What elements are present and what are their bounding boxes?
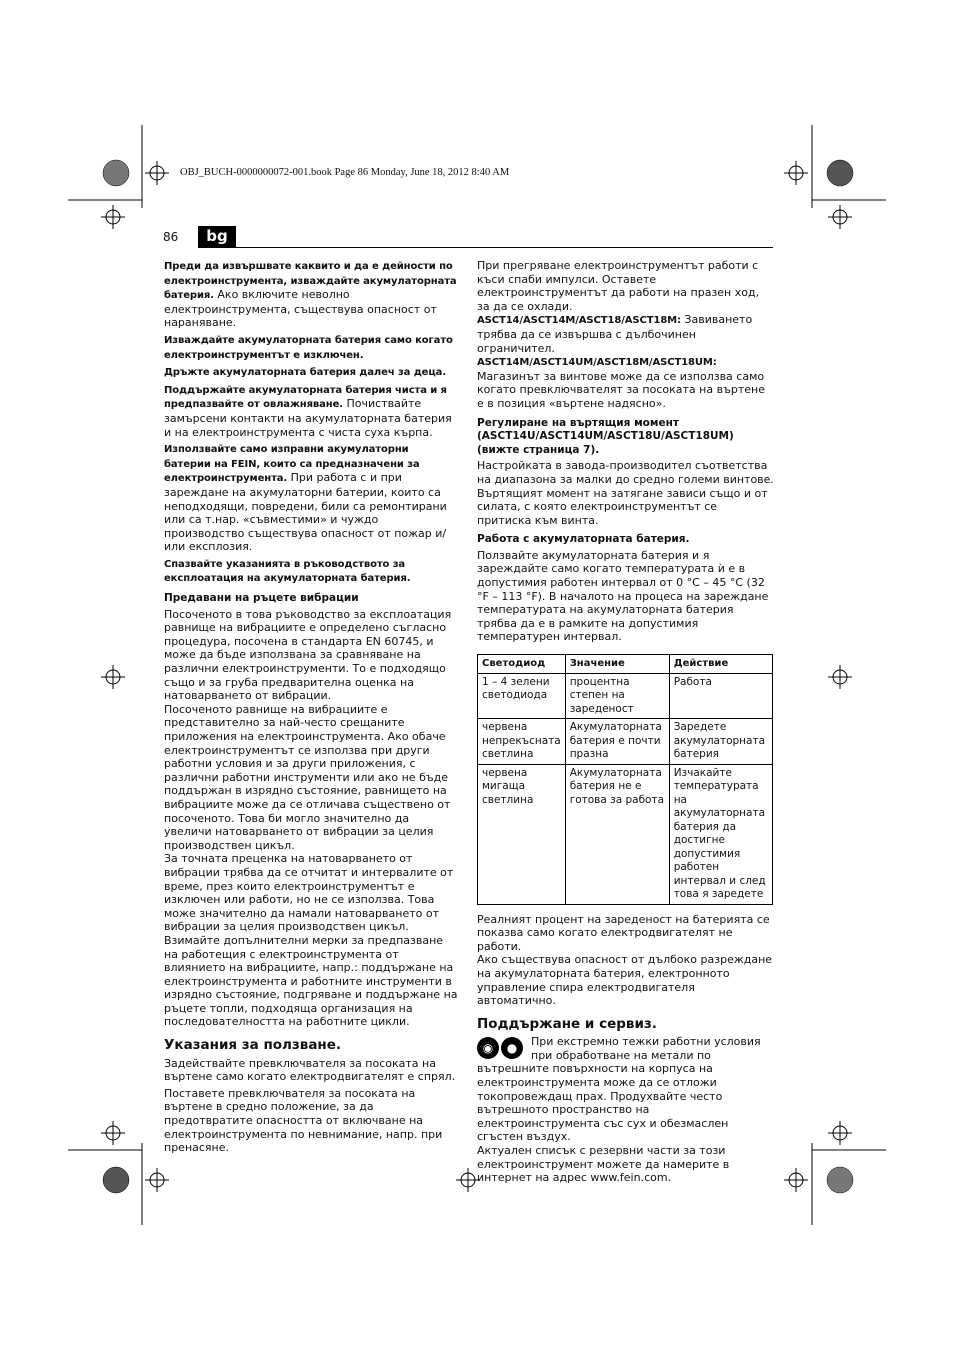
- battery-heading: Работа с акумулаторната батерия.: [477, 533, 690, 546]
- paragraph-text: Ако включите неволно електроинструмента, съществува опасност от нараняване.: [164, 288, 437, 330]
- paragraph-remove-when-off: [164, 333, 458, 362]
- column-header: Светодиод: [478, 655, 566, 674]
- table-row: [478, 673, 773, 719]
- table-cell: Работа: [669, 673, 772, 719]
- paragraph-remove-battery: [164, 259, 458, 330]
- table-cell: процентна степен на зареденост: [565, 673, 669, 719]
- table-cell: Акумулаторната батерия е почти празна: [565, 719, 669, 765]
- vibration-paragraph: Посоченото в това ръководство за експлоатация равнище на вибрациите е определено съгласно процедура, посочена в стандарта EN 60745, и може да бъде използвана за сравняване на различни електроинструменти. То е подходящо също и за груба предварителна оценка на натоварването от вибрации.: [164, 607, 452, 703]
- left-column: [164, 259, 458, 1158]
- service-heading: Поддържане и сервиз.: [477, 1015, 657, 1032]
- vibration-paragraph: Взимайте допълнителни мерки за предпазване на работещия с електроинструмента от влиянието на вибрациите, напр.: поддържане на електроинструмента и работните инструменти в изрядно състояние, подгряване и поддържане на ръцете топли, подходяща организация на последователността на работните цикли.: [164, 933, 458, 1029]
- model-note: [477, 313, 774, 355]
- bold-lead: Използвайте само изправни акумулаторни батерии на FEIN, които са предназначени за електроинструмента.: [164, 444, 420, 485]
- table-cell: 1 – 4 зелени светодиода: [478, 673, 566, 719]
- usage-heading: Указания за ползване.: [164, 1037, 342, 1054]
- torque-paragraph: Въртящият момент на затягане зависи също и от силата, с която електроинструментът се притиска към винта.: [477, 486, 768, 527]
- model-codes: ASCT14/ASCT14M/ASCT18/ASCT18M:: [477, 315, 681, 327]
- bold-lead: Дръжте акумулаторната батерия далеч за деца.: [164, 367, 447, 379]
- table-cell: червена непрекъсната светлина: [478, 719, 566, 765]
- language-tab: bg: [198, 226, 236, 247]
- paragraph-battery-manual: [164, 557, 458, 586]
- vibration-paragraph: Посоченото равнище на вибрациите е представително за най-често срещаните приложения на електроинструмента. Ако обаче електроинструментът се използва при други работни условия и за други приложения, с различни работни инструменти или ако не бъде поддържан в изрядно състояние, равнището на вибрациите може да се отличава съществено от посоченото. Това би могло значително да увеличи натоварването от вибрации за целия производствен цикъл.: [164, 702, 451, 852]
- table-header-row: [478, 655, 773, 674]
- right-column: [477, 259, 774, 1188]
- charge-note: Реалният процент на зареденост на батерията се показва само когато електродвигателят не работи.: [477, 912, 770, 953]
- paragraph-text: При работа с и при зареждане на акумулаторни батерии, които са неподходящи, повредени, били са ремонтирани или са т.нар. «съвместими» и чуждо производство съществува опасност от пожар и/или експлозия.: [164, 471, 447, 554]
- paragraph-fein-batteries: [164, 442, 458, 554]
- bold-lead: Спазвайте указанията в ръководството за експлоатация на акумулаторната батерия.: [164, 558, 411, 585]
- model-codes: ASCT14M/ASCT14UM/ASCT18M/ASCT18UM:: [477, 357, 717, 369]
- page-number: 86: [163, 230, 179, 244]
- table-row: [478, 719, 773, 765]
- led-status-table: [477, 654, 773, 905]
- table-row: [478, 764, 773, 904]
- deep-discharge-note: Ако съществува опасност от дълбоко разреждане на акумулаторната батерия, електронното управление спира електродвигателя автоматично.: [477, 953, 773, 1008]
- bold-lead: Изваждайте акумулаторната батерия само когато електроинструментът е изключен.: [164, 334, 453, 361]
- paragraph-clean-battery: [164, 383, 458, 439]
- respirator-icon: ●: [501, 1037, 523, 1059]
- print-slug: OBJ_BUCH-0000000072-001.book Page 86 Monday, June 18, 2012 8:40 AM: [180, 167, 510, 178]
- overheat-paragraph: При прегряване електроинструментът работи с къси спаби импулси. Оставете електроинструментът да работи на празен ход, за да се охлади.: [477, 259, 760, 313]
- battery-paragraph: Ползвайте акумулаторната батерия и я зареждайте само когато температурата ѝ е в допустимия работен интервал от 0 °C – 45 °C (32 °F – 113 °F). В началото на процеса на зареждане температурата на акумулаторната батерия трябва да е в рамките на допустимия температурен интервал.: [477, 548, 769, 644]
- paragraph-text: Почиствайте замърсени контакти на акумулаторната батерия и на електроинструмента с чиста суха кърпа.: [164, 397, 452, 439]
- safety-icons: [477, 1037, 525, 1059]
- torque-paragraph: Настройката в завода-производител съответства на диапазона за малки до средно големи винтове.: [477, 459, 774, 486]
- eye-protection-icon: ◉: [477, 1037, 499, 1059]
- paragraph-children: [164, 365, 458, 380]
- vibration-heading: Предавани на ръцете вибрации: [164, 592, 359, 605]
- column-header: Действие: [669, 655, 772, 674]
- bold-lead: Поддържайте акумулаторната батерия чиста и я предпазвайте от овлажняване.: [164, 384, 447, 411]
- header-rule: [198, 247, 773, 248]
- torque-heading: Регулиране на въртящия момент (ASCT14U/ASCT14UM/ASCT18U/ASCT18UM) (вижте страница 7).: [477, 416, 734, 456]
- usage-paragraph: Задействайте превключвателя за посоката на въртене само когато електродвигателят е спрял.: [164, 1056, 456, 1084]
- paragraph-text: Магазинът за винтове може да се използва само когато превключвателят за посоката на въртене е в позиция «въртене надясно».: [477, 369, 765, 410]
- service-paragraph: Актуален списък с резервни части за този електроинструмент можете да намерите в интернет на адрес www.fein.com.: [477, 1144, 730, 1185]
- table-cell: Акумулаторната батерия не е готова за работа: [565, 764, 669, 904]
- service-paragraph: [477, 1035, 774, 1144]
- table-cell: Изчакайте температурата на акумулаторната батерия да достигне допустимия работен интервал и след това я заредете: [669, 764, 772, 904]
- bold-lead: Преди да извършвате каквито и да е дейности по електроинструмента, изваждайте акумулаторната батерия.: [164, 261, 457, 302]
- usage-paragraph: Поставете превключвателя за посоката на въртене в средно положение, за да предотвратите опасността от включване на електроинструмента по невнимание, напр. при пренасяне.: [164, 1086, 443, 1155]
- paragraph-text: При екстремно тежки работни условия при обработване на метали по вътрешните повърхности на корпуса на електроинструмента може да се отложи токопровеждащ прах. Продухвайте често вътрешното пространство на електроинструмента със сух и обезмаслен сгъстен въздух.: [477, 1035, 761, 1144]
- column-header: Значение: [565, 655, 669, 674]
- table-cell: Заредете акумулаторната батерия: [669, 719, 772, 765]
- model-note: [477, 355, 774, 410]
- vibration-paragraph: За точната преценка на натоварването от вибрации трябва да се отчитат и интервалите от време, през които електроинструментът е изключен или работи, но не се използва. Това може значително да намали натоварването от вибрации за целия производствен цикъл.: [164, 852, 454, 934]
- paragraph-text: Завиването трябва да се извършва с дълбочинен ограничител.: [477, 313, 753, 355]
- table-cell: червена мигаща светлина: [478, 764, 566, 904]
